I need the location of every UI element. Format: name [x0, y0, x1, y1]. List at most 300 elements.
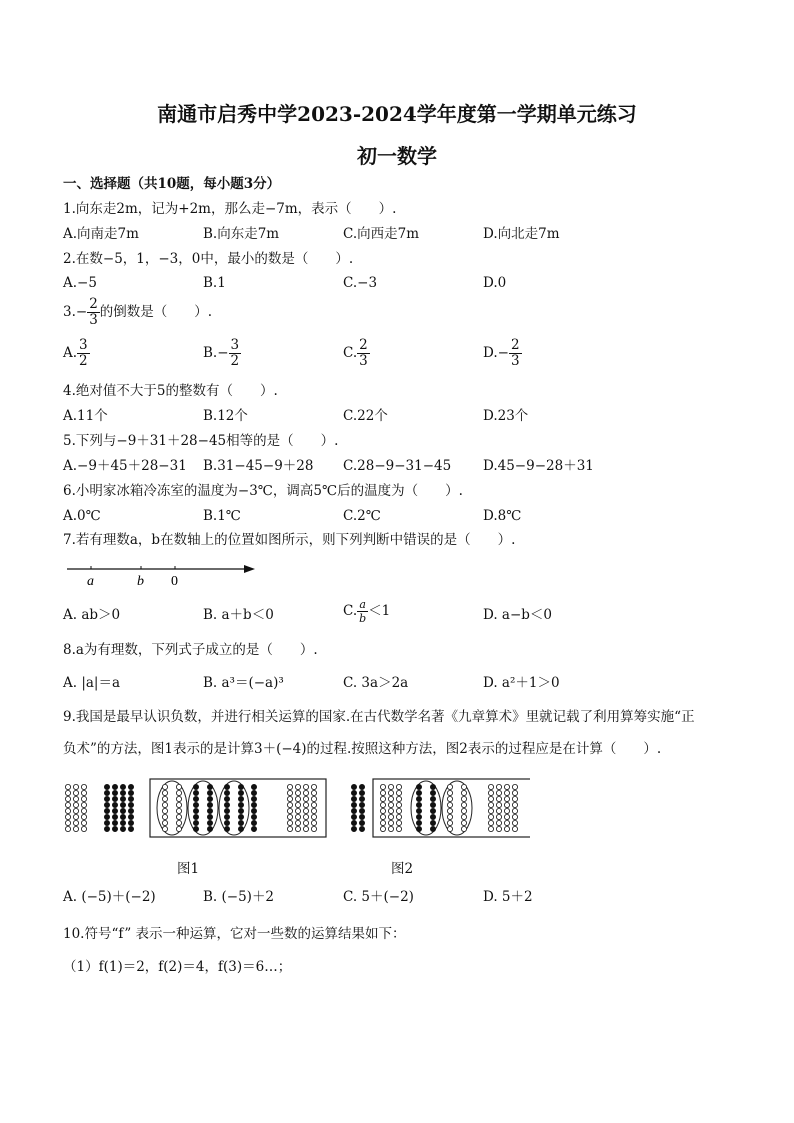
- q6-stem: 6.小明家冰箱冷冻室的温度为−3℃，调高5℃后的温度为（ ）.: [63, 483, 463, 499]
- counting-rod-dot: [380, 826, 385, 831]
- counting-rod-dot: [128, 814, 133, 819]
- counting-rod-dot: [128, 802, 133, 807]
- counting-rod-dot: [176, 802, 181, 807]
- counting-rod-dot: [73, 790, 78, 795]
- counting-rod-dot: [120, 814, 125, 819]
- counting-rod-dot: [351, 814, 356, 819]
- counting-rod-dot: [295, 814, 300, 819]
- counting-rod-dot: [238, 802, 243, 807]
- counting-rod-dot: [359, 808, 364, 813]
- counting-rod-dot: [359, 814, 364, 819]
- counting-rod-dot: [207, 790, 212, 795]
- q8-option-d: D. a²＋1＞0: [483, 675, 560, 691]
- counting-rod-dot: [430, 796, 435, 801]
- counting-rod-dot: [380, 802, 385, 807]
- q5-stem: 5.下列与−9＋31＋28−45相等的是（ ）.: [63, 433, 339, 449]
- counting-rod-dot: [396, 808, 401, 813]
- counting-rod-dot: [488, 808, 493, 813]
- q5-option-c: C.28−9−31−45: [343, 458, 452, 474]
- counting-rod-dot: [303, 784, 308, 789]
- q9-option-d: D. 5＋2: [483, 889, 533, 905]
- counting-rod-dot: [287, 820, 292, 825]
- q3-b-den: 2: [230, 353, 240, 369]
- counting-rod-dot: [416, 784, 421, 789]
- counting-rod-dot: [388, 802, 393, 807]
- q3-fraction: [87, 297, 100, 328]
- counting-rod-dot: [112, 802, 117, 807]
- counting-rod-dot: [496, 784, 501, 789]
- section-heading: 一、选择题（共10题，每小题3分）: [63, 176, 281, 192]
- counting-rod-dot: [461, 814, 466, 819]
- q3-b-num: 3: [230, 337, 240, 353]
- counting-rod-dot: [388, 814, 393, 819]
- counting-rod-dot: [238, 820, 243, 825]
- counting-rod-dot: [311, 820, 316, 825]
- counting-rod-dot: [73, 826, 78, 831]
- counting-rod-dot: [224, 826, 229, 831]
- counting-rods-figure: [60, 776, 530, 842]
- q8-option-a: A. |a|＝a: [63, 675, 121, 691]
- counting-rod-dot: [447, 802, 452, 807]
- q4-option-a: A.11个: [63, 408, 108, 424]
- counting-rod-dot: [81, 808, 86, 813]
- arrow-right-icon: [244, 565, 255, 573]
- q1-option-c: C.向西走7m: [343, 226, 420, 242]
- q4-stem: 4.绝对值不大于5的整数有（ ）.: [63, 383, 278, 399]
- counting-rod-dot: [251, 790, 256, 795]
- counting-rod-dot: [295, 784, 300, 789]
- counting-rod-dot: [176, 784, 181, 789]
- counting-rod-dot: [512, 826, 517, 831]
- axis-label-zero: 0: [171, 574, 178, 586]
- counting-rod-dot: [238, 790, 243, 795]
- counting-rod-dot: [128, 808, 133, 813]
- counting-rod-dot: [251, 820, 256, 825]
- q7-option-c: [343, 598, 390, 625]
- q3-c-label: C.: [343, 345, 358, 361]
- counting-rod-dot: [207, 826, 212, 831]
- q3-option-b: [203, 338, 241, 369]
- counting-rod-dot: [73, 808, 78, 813]
- q10-line1: （1）f(1)＝2，f(2)＝4，f(3)＝6…；: [63, 959, 292, 975]
- counting-rod-dot: [162, 820, 167, 825]
- counting-rod-dot: [193, 796, 198, 801]
- counting-rod-dot: [104, 790, 109, 795]
- counting-rod-dot: [65, 790, 70, 795]
- q7-c-fraction: [357, 598, 368, 625]
- q4-option-b: B.12个: [203, 408, 248, 424]
- counting-rod-dot: [359, 784, 364, 789]
- counting-rod-dot: [120, 820, 125, 825]
- counting-rod-dot: [162, 796, 167, 801]
- fig1-ring-3: [219, 781, 249, 835]
- counting-rod-dot: [295, 820, 300, 825]
- q8-stem: 8.a为有理数，下列式子成立的是（ ）.: [63, 642, 318, 658]
- q3-option-a: [63, 338, 90, 369]
- counting-rod-dot: [287, 808, 292, 813]
- counting-rod-dot: [311, 790, 316, 795]
- counting-rod-dot: [512, 790, 517, 795]
- counting-rod-dot: [416, 790, 421, 795]
- counting-rod-dot: [488, 784, 493, 789]
- counting-rod-dot: [416, 808, 421, 813]
- counting-rod-dot: [303, 802, 308, 807]
- counting-rod-dot: [112, 784, 117, 789]
- counting-rod-dot: [351, 820, 356, 825]
- counting-rod-dot: [461, 820, 466, 825]
- counting-rod-dot: [104, 802, 109, 807]
- counting-rod-dot: [81, 814, 86, 819]
- counting-rod-dot: [224, 820, 229, 825]
- counting-rod-dot: [351, 784, 356, 789]
- counting-rod-dot: [496, 796, 501, 801]
- counting-rod-dot: [311, 808, 316, 813]
- counting-rod-dot: [380, 790, 385, 795]
- q3-d-den: 3: [510, 353, 520, 369]
- counting-rod-dot: [81, 790, 86, 795]
- counting-rod-dot: [488, 826, 493, 831]
- counting-rod-dot: [193, 820, 198, 825]
- page-subtitle: 初一数学: [357, 144, 437, 168]
- q7-c-label: C.: [343, 603, 358, 619]
- q9-option-a: A. (−5)＋(−2): [63, 889, 156, 905]
- counting-rod-dot: [104, 814, 109, 819]
- counting-rod-dot: [251, 808, 256, 813]
- counting-rod-dot: [128, 784, 133, 789]
- q9-option-b: B. (−5)＋2: [203, 889, 275, 905]
- counting-rod-dot: [303, 790, 308, 795]
- q1-option-a: A.向南走7m: [63, 226, 139, 242]
- counting-rod-dot: [73, 802, 78, 807]
- q2-option-d: D.0: [483, 275, 507, 291]
- q2-stem: 2.在数−5，1，−3，0中，最小的数是（ ）.: [63, 251, 354, 267]
- counting-rod-dot: [488, 802, 493, 807]
- q3-d-num: 2: [510, 337, 520, 353]
- counting-rod-dot: [512, 796, 517, 801]
- figure1-caption: 图1: [177, 861, 200, 877]
- counting-rod-dot: [359, 802, 364, 807]
- counting-rod-dot: [193, 826, 198, 831]
- q6-option-d: D.8℃: [483, 508, 522, 524]
- counting-rod-dot: [224, 784, 229, 789]
- axis-label-a: a: [87, 574, 94, 586]
- q3-a-label: A.: [63, 345, 78, 361]
- counting-rod-dot: [504, 826, 509, 831]
- q6-option-a: A.0℃: [63, 508, 101, 524]
- counting-rod-dot: [496, 808, 501, 813]
- counting-rod-dot: [380, 784, 385, 789]
- q7-stem: 7.若有理数a，b在数轴上的位置如图所示，则下列判断中错误的是（ ）.: [63, 532, 516, 548]
- counting-rod-dot: [504, 796, 509, 801]
- counting-rod-dot: [430, 826, 435, 831]
- counting-rod-dot: [65, 808, 70, 813]
- counting-rod-dot: [251, 802, 256, 807]
- q3-a-den: 2: [79, 353, 88, 369]
- q3-a-fraction: [77, 338, 90, 369]
- q3-c-num: 2: [359, 337, 368, 353]
- counting-rod-dot: [251, 814, 256, 819]
- q3-c-den: 3: [359, 353, 368, 369]
- counting-rod-dot: [311, 784, 316, 789]
- counting-rod-dot: [496, 814, 501, 819]
- counting-rod-dot: [251, 784, 256, 789]
- counting-rod-dot: [359, 820, 364, 825]
- counting-rod-dot: [287, 826, 292, 831]
- counting-rod-dot: [162, 802, 167, 807]
- counting-rod-dot: [416, 826, 421, 831]
- counting-rod-dot: [430, 784, 435, 789]
- q7-c-tail: ＜1: [368, 603, 391, 619]
- q3-prefix: 3.−: [63, 304, 88, 320]
- counting-rod-dot: [388, 796, 393, 801]
- q5-option-b: B.31−45−9＋28: [203, 458, 314, 474]
- counting-rod-dot: [430, 820, 435, 825]
- counting-rod-dot: [447, 826, 452, 831]
- q5-option-a: A.−9＋45＋28−31: [63, 458, 187, 474]
- q3-d-label: D.−: [483, 345, 509, 361]
- q1-stem: 1.向东走2m，记为+2m，那么走−7m，表示（ ）.: [63, 201, 397, 217]
- counting-rod-dot: [120, 826, 125, 831]
- counting-rod-dot: [238, 808, 243, 813]
- counting-rod-dot: [176, 814, 181, 819]
- counting-rod-dot: [461, 802, 466, 807]
- counting-rod-dot: [224, 790, 229, 795]
- counting-rod-dot: [488, 796, 493, 801]
- q3-a-num: 3: [79, 337, 88, 353]
- counting-rod-dot: [504, 790, 509, 795]
- q7-c-den: b: [359, 612, 367, 625]
- q7-option-b: B. a＋b＜0: [203, 607, 274, 623]
- q3-b-label: B.−: [203, 345, 229, 361]
- q3-b-fraction: [229, 338, 242, 369]
- counting-rod-dot: [128, 790, 133, 795]
- counting-rod-dot: [512, 814, 517, 819]
- counting-rod-dot: [162, 826, 167, 831]
- counting-rod-dot: [224, 802, 229, 807]
- counting-rod-dot: [120, 790, 125, 795]
- counting-rod-dot: [447, 820, 452, 825]
- counting-rod-dot: [104, 826, 109, 831]
- q2-option-a: A.−5: [63, 275, 97, 291]
- counting-rod-dot: [193, 790, 198, 795]
- q2-option-c: C.−3: [343, 275, 378, 291]
- counting-rod-dot: [207, 814, 212, 819]
- counting-rod-dot: [104, 784, 109, 789]
- counting-rod-dot: [295, 790, 300, 795]
- q9-line2: 负术”的方法，图1表示的是计算3＋(−4)的过程.按照这种方法，图2表示的过程应是在计算（ ）.: [63, 741, 662, 757]
- counting-rod-dot: [207, 808, 212, 813]
- counting-rod-dot: [396, 820, 401, 825]
- counting-rod-dot: [388, 820, 393, 825]
- counting-rod-dot: [311, 802, 316, 807]
- counting-rod-dot: [504, 820, 509, 825]
- counting-rod-dot: [176, 820, 181, 825]
- counting-rod-dot: [128, 826, 133, 831]
- counting-rod-dot: [430, 814, 435, 819]
- counting-rod-dot: [73, 814, 78, 819]
- counting-rod-dot: [496, 802, 501, 807]
- q7-option-a: A. ab＞0: [63, 607, 121, 623]
- counting-rod-dot: [81, 796, 86, 801]
- counting-rod-dot: [396, 796, 401, 801]
- counting-rod-dot: [238, 784, 243, 789]
- counting-rod-dot: [81, 784, 86, 789]
- counting-rod-dot: [380, 808, 385, 813]
- counting-rod-dot: [380, 796, 385, 801]
- counting-rod-dot: [120, 808, 125, 813]
- counting-rod-dot: [176, 796, 181, 801]
- q10-stem: 10.符号“f” 表示一种运算，它对一些数的运算结果如下：: [63, 926, 406, 942]
- counting-rod-dot: [128, 820, 133, 825]
- counting-rod-dot: [396, 814, 401, 819]
- counting-rod-dot: [303, 808, 308, 813]
- counting-rod-dot: [311, 796, 316, 801]
- counting-rod-dot: [176, 790, 181, 795]
- counting-rod-dot: [238, 814, 243, 819]
- counting-rod-dot: [207, 784, 212, 789]
- counting-rod-dot: [81, 820, 86, 825]
- counting-rod-dot: [120, 796, 125, 801]
- counting-rod-dot: [287, 802, 292, 807]
- counting-rod-dot: [65, 796, 70, 801]
- counting-rod-dot: [112, 796, 117, 801]
- axis-label-b: b: [137, 574, 144, 586]
- counting-rod-dot: [120, 784, 125, 789]
- counting-rod-dot: [81, 826, 86, 831]
- counting-rod-dot: [65, 814, 70, 819]
- counting-rod-dot: [496, 826, 501, 831]
- counting-rod-dot: [104, 796, 109, 801]
- counting-rod-dot: [461, 784, 466, 789]
- counting-rod-dot: [162, 790, 167, 795]
- fig2-ring-1: [411, 781, 441, 835]
- fig1-ring-1: [157, 781, 187, 835]
- q7-c-num: a: [357, 598, 368, 612]
- counting-rod-dot: [461, 790, 466, 795]
- counting-rod-dot: [504, 808, 509, 813]
- counting-rod-dot: [396, 826, 401, 831]
- number-line-figure: [63, 556, 263, 586]
- counting-rod-dot: [104, 820, 109, 825]
- counting-rod-dot: [512, 802, 517, 807]
- counting-rod-dot: [112, 814, 117, 819]
- counting-rod-dot: [430, 790, 435, 795]
- counting-rod-dot: [207, 796, 212, 801]
- q5-option-d: D.45−9−28＋31: [483, 458, 594, 474]
- counting-rod-dot: [447, 784, 452, 789]
- counting-rod-dot: [162, 784, 167, 789]
- counting-rod-dot: [447, 808, 452, 813]
- counting-rod-dot: [162, 808, 167, 813]
- counting-rod-dot: [65, 820, 70, 825]
- counting-rod-dot: [303, 814, 308, 819]
- counting-rod-dot: [488, 790, 493, 795]
- counting-rod-dot: [447, 796, 452, 801]
- figure2-caption: 图2: [391, 861, 414, 877]
- counting-rod-dot: [416, 796, 421, 801]
- counting-rod-dot: [396, 802, 401, 807]
- counting-rod-dot: [73, 820, 78, 825]
- counting-rod-dot: [112, 790, 117, 795]
- counting-rod-dot: [238, 826, 243, 831]
- q1-option-d: D.向北走7m: [483, 226, 560, 242]
- q3-stem: [63, 297, 212, 328]
- counting-rod-dot: [65, 784, 70, 789]
- counting-rod-dot: [396, 790, 401, 795]
- counting-rod-dot: [295, 826, 300, 831]
- counting-rod-dot: [81, 802, 86, 807]
- counting-rod-dot: [238, 796, 243, 801]
- counting-rod-dot: [512, 784, 517, 789]
- counting-rod-dot: [388, 784, 393, 789]
- counting-rod-dot: [224, 808, 229, 813]
- counting-rod-dot: [287, 784, 292, 789]
- counting-rod-dot: [461, 796, 466, 801]
- counting-rod-dot: [388, 790, 393, 795]
- counting-rod-dot: [461, 826, 466, 831]
- q7-option-d: D. a−b＜0: [483, 607, 553, 623]
- counting-rod-dot: [65, 802, 70, 807]
- q3-num: 2: [89, 296, 98, 312]
- q3-option-c: [343, 338, 370, 369]
- counting-rod-dot: [488, 820, 493, 825]
- q6-option-c: C.2℃: [343, 508, 381, 524]
- counting-rod-dot: [351, 796, 356, 801]
- counting-rod-dot: [65, 826, 70, 831]
- counting-rod-dot: [295, 796, 300, 801]
- counting-rod-dot: [359, 790, 364, 795]
- counting-rod-dot: [351, 826, 356, 831]
- counting-rod-dot: [193, 808, 198, 813]
- counting-rod-dot: [359, 826, 364, 831]
- counting-rod-dot: [512, 808, 517, 813]
- counting-rod-dot: [303, 796, 308, 801]
- counting-rod-dot: [193, 784, 198, 789]
- counting-rod-dot: [461, 808, 466, 813]
- counting-rod-dot: [359, 796, 364, 801]
- counting-rod-dot: [176, 808, 181, 813]
- q3-suffix: 的倒数是（ ）.: [99, 304, 213, 320]
- counting-rod-dot: [351, 802, 356, 807]
- counting-rod-dot: [311, 826, 316, 831]
- counting-rod-dot: [224, 796, 229, 801]
- counting-rod-dot: [416, 802, 421, 807]
- counting-rod-dot: [295, 802, 300, 807]
- counting-rod-dot: [251, 796, 256, 801]
- q2-option-b: B.1: [203, 275, 226, 291]
- counting-rod-dot: [176, 826, 181, 831]
- q4-option-d: D.23个: [483, 408, 529, 424]
- counting-rod-dot: [120, 802, 125, 807]
- q3-d-fraction: [509, 338, 522, 369]
- counting-rod-dot: [512, 820, 517, 825]
- q3-c-fraction: [357, 338, 370, 369]
- q9-line1: 9.我国是最早认识负数，并进行相关运算的国家.在古代数学名著《九章算术》里就记载了利用算筹实施“正: [63, 709, 695, 725]
- fig1-ring-2: [188, 781, 218, 835]
- counting-rod-dot: [496, 790, 501, 795]
- q8-option-b: B. a³＝(−a)³: [203, 675, 284, 691]
- q6-option-b: B.1℃: [203, 508, 241, 524]
- counting-rod-dot: [207, 802, 212, 807]
- counting-rod-dot: [488, 814, 493, 819]
- counting-rod-dot: [303, 826, 308, 831]
- counting-rod-dot: [104, 808, 109, 813]
- counting-rod-dot: [162, 814, 167, 819]
- counting-rod-dot: [504, 802, 509, 807]
- counting-rod-dot: [303, 820, 308, 825]
- counting-rod-dot: [193, 814, 198, 819]
- counting-rod-dot: [396, 784, 401, 789]
